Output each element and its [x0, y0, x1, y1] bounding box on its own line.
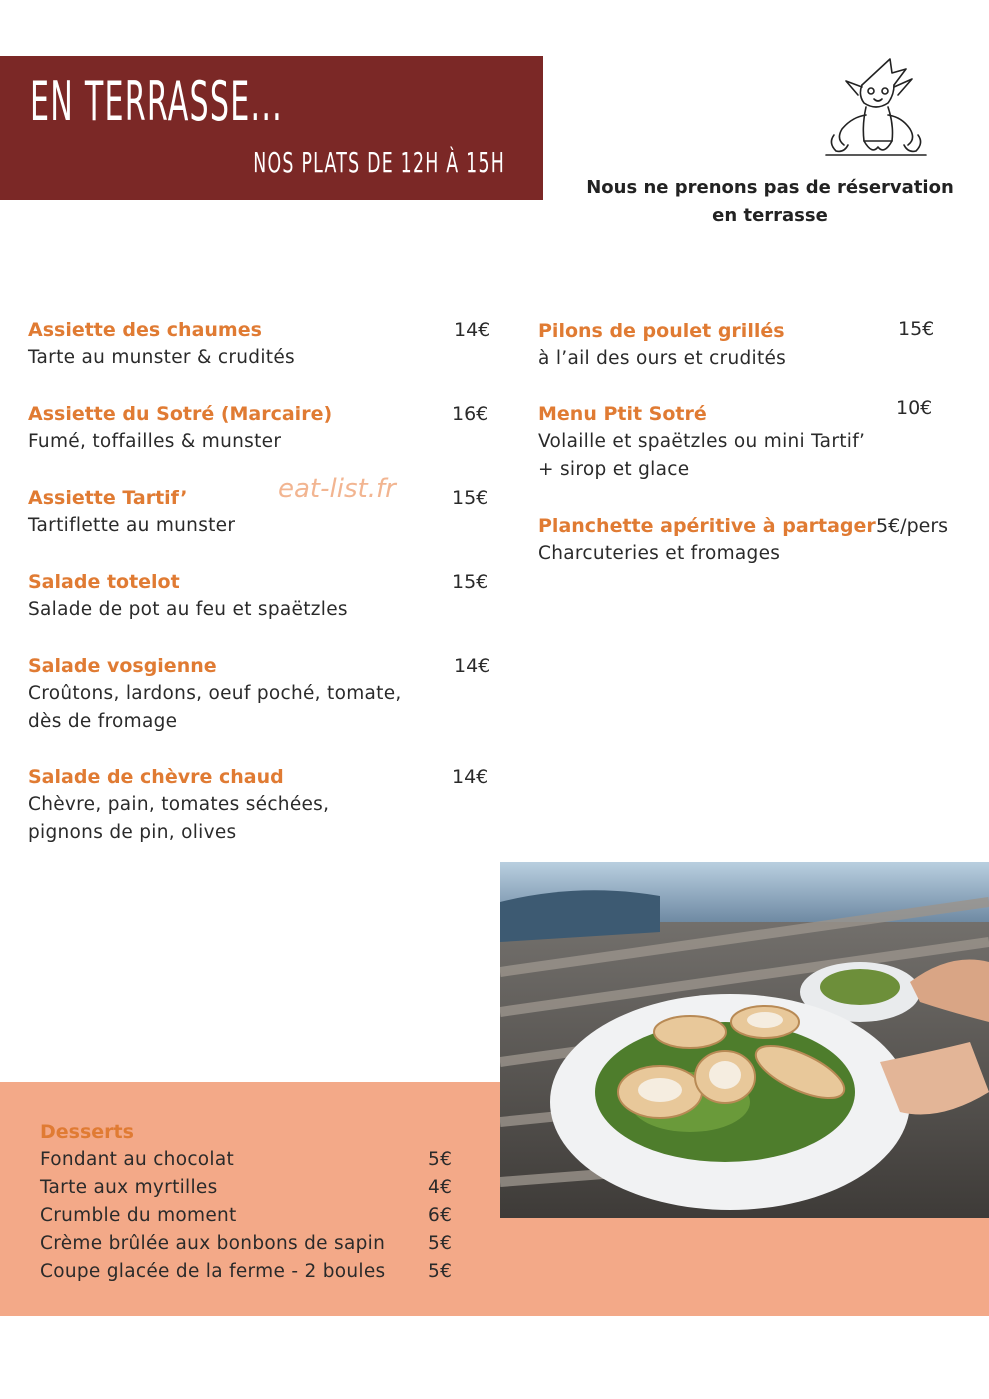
dish-description: pignons de pin, olives [28, 822, 237, 843]
menu-item [28, 763, 498, 847]
dish-name: Planchette apéritive à partager [538, 515, 876, 537]
dish-price: 15€ [898, 318, 935, 340]
dish-description: à l’ail des ours et crudités [538, 348, 787, 369]
troll-mascot-icon [822, 55, 930, 159]
dish-price: 15€ [452, 487, 489, 509]
dessert-item [40, 1174, 460, 1202]
goat-cheese-salad-photo [500, 862, 989, 1218]
dish-description: Volaille et spaëtzles ou mini Tartif’ [538, 431, 866, 452]
dish-price: 14€ [452, 766, 489, 788]
page-subtitle: NOS PLATS DE 12H À 15H [253, 146, 505, 179]
dish-name: Assiette des chaumes [28, 319, 262, 341]
dish-name: Assiette Tartif’ [28, 487, 188, 509]
dish-price: 5€/pers [876, 515, 949, 537]
menu-item [538, 317, 978, 373]
dish-name: Assiette du Sotré (Marcaire) [28, 403, 333, 425]
watermark: eat-list.fr [278, 474, 396, 504]
reservation-notice-line1: Nous ne prenons pas de réservation [586, 177, 954, 198]
menu-item [28, 568, 498, 624]
dessert-price: 6€ [428, 1205, 453, 1226]
dish-name: Salade de chèvre chaud [28, 766, 284, 788]
dessert-name: Coupe glacée de la ferme - 2 boules [40, 1261, 386, 1282]
menu-item [28, 652, 498, 736]
menu-item [28, 316, 498, 372]
dish-description: Chèvre, pain, tomates séchées, [28, 794, 330, 815]
dish-name: Menu Ptit Sotré [538, 403, 707, 425]
dessert-price: 5€ [428, 1261, 453, 1282]
dessert-price: 4€ [428, 1177, 453, 1198]
dessert-price: 5€ [428, 1233, 453, 1254]
dessert-name: Tarte aux myrtilles [40, 1177, 218, 1198]
desserts-title: Desserts [40, 1121, 134, 1143]
reservation-notice-line2: en terrasse [712, 205, 828, 226]
dish-price: 10€ [896, 397, 933, 419]
menu-item [28, 484, 498, 540]
dish-description: Fumé, toffailles & munster [28, 431, 282, 452]
dessert-name: Fondant au chocolat [40, 1149, 235, 1170]
page-title: EN TERRASSE... [30, 70, 283, 133]
dish-description: Tartiflette au munster [28, 515, 236, 536]
dish-name: Pilons de poulet grillés [538, 320, 785, 342]
dessert-name: Crumble du moment [40, 1205, 237, 1226]
menu-item [538, 397, 978, 484]
dish-description: Tarte au munster & crudités [28, 347, 295, 368]
dish-description: Salade de pot au feu et spaëtzles [28, 599, 348, 620]
dish-description: dès de fromage [28, 711, 178, 732]
dish-name: Salade totelot [28, 571, 180, 593]
dish-price: 15€ [452, 571, 489, 593]
dish-description: Croûtons, lardons, oeuf poché, tomate, [28, 683, 402, 704]
dish-name: Salade vosgienne [28, 655, 217, 677]
dessert-item [40, 1258, 460, 1286]
dessert-item [40, 1202, 460, 1230]
dish-description: + sirop et glace [538, 459, 690, 480]
dish-price: 14€ [454, 319, 491, 341]
desserts-section [40, 1118, 460, 1286]
dessert-item [40, 1146, 460, 1174]
menu-item [538, 512, 978, 568]
dish-description: Charcuteries et fromages [538, 543, 781, 564]
dessert-item [40, 1230, 460, 1258]
dessert-name: Crème brûlée aux bonbons de sapin [40, 1233, 386, 1254]
dessert-price: 5€ [428, 1149, 453, 1170]
dish-price: 14€ [454, 655, 491, 677]
menu-item [28, 400, 498, 456]
dish-price: 16€ [452, 403, 489, 425]
reservation-notice [570, 174, 970, 230]
